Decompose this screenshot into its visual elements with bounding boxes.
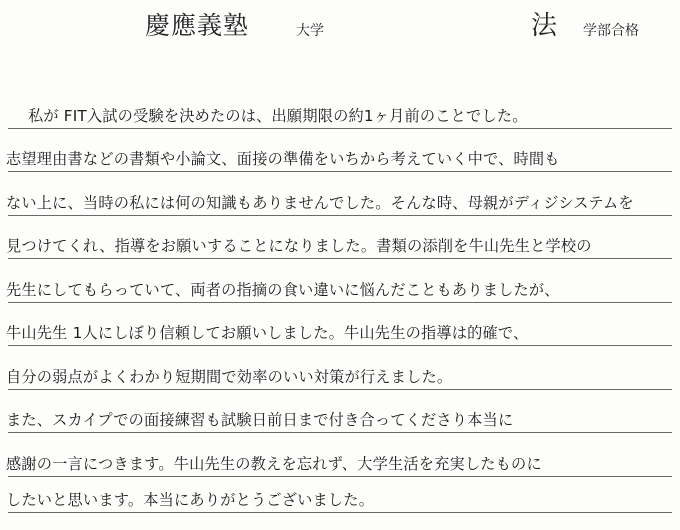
rule-line	[8, 171, 672, 172]
rule-line	[8, 389, 672, 390]
essay-line: また、スカイプでの面接練習も試験日前日まで付き合ってくださり本当に	[6, 411, 514, 429]
rule-line	[8, 432, 672, 433]
university-name: 慶應義塾	[145, 11, 250, 40]
university-suffix: 大学	[296, 23, 324, 39]
faculty-name: 法	[531, 11, 558, 41]
rule-line	[8, 345, 672, 346]
rule-line	[8, 215, 672, 216]
rule-line	[8, 476, 672, 477]
essay-line: 志望理由書などの書類や小論文、面接の準備をいちから考えていく中で、時間も	[6, 150, 560, 168]
rule-line	[8, 258, 672, 259]
essay-line: 自分の弱点がよくわかり短期間で効率のいい対策が行えました。	[6, 368, 453, 386]
essay-line: 私が FIT入試の受験を決めたのは、出願期限の約1ヶ月前のことでした。	[28, 107, 528, 125]
essay-line: したいと思います。本当にありがとうございました。	[6, 491, 375, 509]
rule-line	[8, 302, 672, 303]
faculty-suffix: 学部合格	[583, 23, 639, 39]
essay-line: 先生にしてもらっていて、両者の指摘の食い違いに悩んだこともありましたが、	[6, 281, 560, 299]
rule-line	[8, 128, 672, 129]
essay-line: ない上に、当時の私には何の知識もありませんでした。そんな時、母親がディジシステムを	[6, 194, 634, 212]
essay-line: 牛山先生 1人にしぼり信頼してお願いしました。牛山先生の指導は的確で、	[6, 324, 529, 342]
essay-line: 見つけてくれ、指導をお願いすることになりました。書類の添削を牛山先生と学校の	[6, 237, 592, 255]
rule-line	[8, 512, 672, 513]
essay-line: 感謝の一言につきます。牛山先生の教えを忘れず、大学生活を充実したものに	[6, 455, 542, 473]
